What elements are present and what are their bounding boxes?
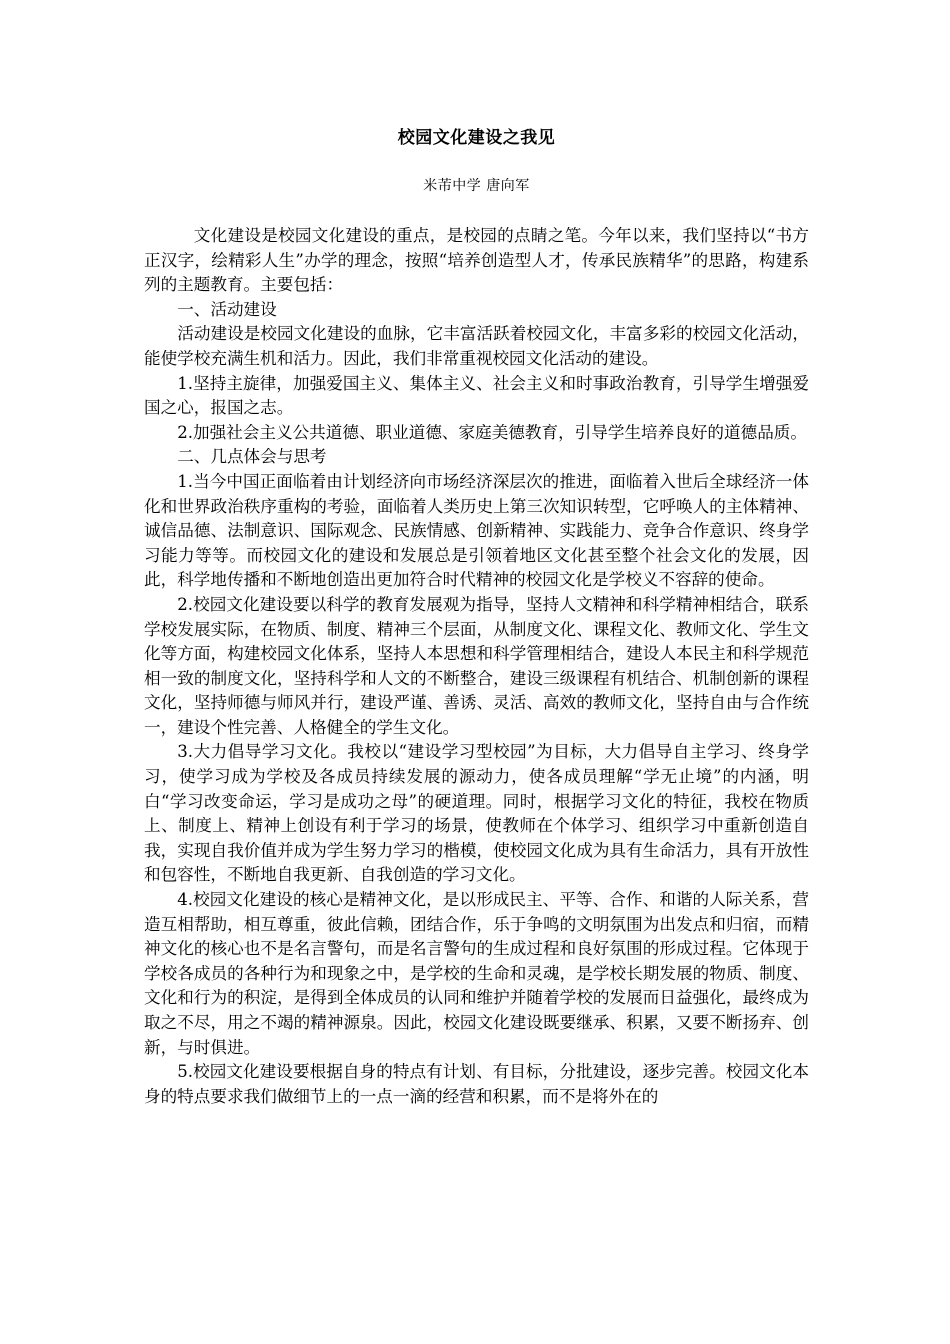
list-item: 1.坚持主旋律，加强爱国主义、集体主义、社会主义和时事政治教育，引导学生增强爱国之心，报国之志。: [144, 373, 809, 418]
intro-paragraph: 文化建设是校园文化建设的重点，是校园的点睛之笔。今年以来，我们坚持以“书方正汉字，绘精彩人生”办学的理念，按照“培养创造型人才，传承民族精华”的思路，构建系列的主题教育。主要包括：: [144, 226, 809, 295]
list-item: 1.当今中国正面临着由计划经济向市场经济深层次的推进，面临着入世后全球经济一体化和世界政治秩序重构的考验，面临着人类历史上第三次知识转型，它呼唤人的主体精神、诚信品德、法制意识、国际观念、民族情感、创新精神、实践能力、竞争合作意识、终身学习能力等等。而校园文化的建设和发展总是引领着地区文化甚至整个社会文化的发展，因此，科学地传播和不断地创造出更加符合时代精神的校园文化是学校义不容辞的使命。: [144, 471, 809, 590]
list-item: 4.校园文化建设的核心是精神文化，是以形成民主、平等、合作、和谐的人际关系，营造互相帮助，相互尊重，彼此信赖，团结合作，乐于争鸣的文明氛围为出发点和归宿，而精神文化的核心也不是名言警句，而是名言警句的生成过程和良好氛围的形成过程。它体现于学校各成员的各种行为和现象之中，是学校的生命和灵魂，是学校长期发展的物质、制度、文化和行为的积淀，是得到全体成员的认同和维护并随着学校的发展而日益强化，最终成为取之不尽，用之不竭的精神源泉。因此，校园文化建设既要继承、积累，又要不断扬弃、创新，与时俱进。: [144, 890, 809, 1057]
list-item: 5.校园文化建设要根据自身的特点有计划、有目标，分批建设，逐步完善。校园文化本身的特点要求我们做细节上的一点一滴的经营和积累，而不是将外在的: [144, 1062, 809, 1106]
document-title: 校园文化建设之我见: [397, 128, 556, 148]
list-item: 2.校园文化建设要以科学的教育发展观为指导，坚持人文精神和科学精神相结合，联系学校发展实际，在物质、制度、精神三个层面，从制度文化、课程文化、教师文化、学生文化等方面，构建校园文化体系，坚持人本思想和科学管理相结合，建设人本民主和科学规范相一致的制度文化，坚持科学和人文的不断整合，建设三级课程有机结合、机制创新的课程文化，坚持师德与师风并行，建设严谨、善诱、灵活、高效的教师文化，坚持自由与合作统一，建设个性完善、人格健全的学生文化。: [144, 594, 809, 737]
document-page: [144, 0, 809, 1109]
document-body: [144, 224, 809, 1109]
list-item: 2.加强社会主义公共道德、职业道德、家庭美德教育，引导学生培养良好的道德品质。: [177, 422, 807, 442]
document-author: 米芾中学 唐向军: [423, 178, 530, 194]
section-heading-reflection: 二、几点体会与思考: [177, 447, 327, 467]
list-item: 3.大力倡导学习文化。我校以“建设学习型校园”为目标，大力倡导自主学习、终身学习，使学习成为学校及各成员持续发展的源动力，使各成员理解“学无止境”的内涵，明白“学习改变命运，学习是成功之母”的硬道理。同时，根据学习文化的特征，我校在物质上、制度上、精神上创设有利于学习的场景，使教师在个体学习、组织学习中重新创造自我，实现自我价值并成为学生努力学习的楷模，使校园文化成为具有生命活力，具有开放性和包容性，不断地自我更新、自我创造的学习文化。: [144, 742, 809, 885]
section-heading-activity: 一、活动建设: [177, 299, 277, 319]
body-paragraph: 活动建设是校园文化建设的血脉，它丰富活跃着校园文化，丰富多彩的校园文化活动，能使学校充满生机和活力。因此，我们非常重视校园文化活动的建设。: [144, 324, 809, 368]
